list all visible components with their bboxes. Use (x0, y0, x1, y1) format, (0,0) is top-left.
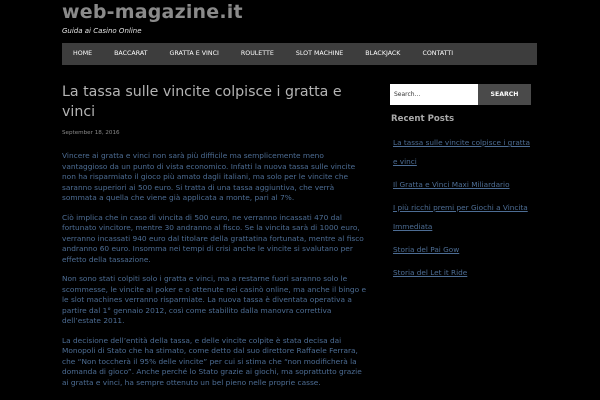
list-item (393, 195, 532, 233)
nav-item-baccarat[interactable]: BACCARAT (114, 50, 148, 57)
search-input[interactable] (390, 84, 478, 105)
post-title: La tassa sulle vincite colpisce i gratta e vinci (62, 84, 342, 120)
post-paragraph: Ciò implica che in caso di vincita di 500 euro, ne verranno incassati 470 dal fortunato vincitore, mentre 30 andranno al fisco. Se la vincita sarà di 1000 euro, verranno incassati 940 euro dal titolare della grattatina fortunata, mentre al fisco andranno 60 euro. Insomma nei tempi di crisi anche le vincite si svalutano per effetto della tassazione. (62, 212, 364, 264)
recent-post-link[interactable]: Storia del Let it Ride (393, 268, 468, 277)
recent-posts-heading: Recent Posts (391, 114, 455, 124)
site-tagline: Guida ai Casino Online (62, 27, 142, 35)
nav-item-contatti[interactable]: CONTATTI (422, 50, 454, 57)
post-paragraph: Non sono stati colpiti solo i gratta e vinci, ma a restarne fuori saranno solo le scommesse, le vincite al poker e o ottenute nei casinò online, ma anche il bingo e le slot machines verranno risparmiate. La nuova tassa è diventata operativa a partire dal 1° gennaio 2012, così come stabilito dalla manovra correttiva dell’estate 2011. (62, 274, 367, 325)
nav-item-home[interactable]: HOME (73, 50, 93, 57)
recent-post-link[interactable]: La tassa sulle vincite colpisce i gratta e vinci (393, 138, 530, 166)
main-navigation (62, 43, 537, 65)
nav-item-slot-machine[interactable]: SLOT MACHINE (295, 50, 344, 57)
post-date[interactable]: September 18, 2016 (62, 130, 120, 136)
search-button[interactable]: SEARCH (478, 84, 531, 105)
nav-item-blackjack[interactable]: BLACKJACK (365, 50, 401, 57)
site-title[interactable]: web-magazine.it (62, 1, 243, 23)
post-article (62, 82, 370, 397)
recent-post-link[interactable]: Storia del Pai Gow (393, 245, 460, 254)
post-paragraph: La decisione dell’entità della tassa, e delle vincite colpite è stata decisa dai Monopoli di Stato che ha stimato, come detto dal suo direttore Raffaele Ferrara, che “Non toccherà il 95% delle vincite” per cui si stima che “non modificherà la domanda di gioco”. Anche perché lo Stato grazie ai giochi, ma soprattutto grazie ai gratta e vinci, ha sempre ottenuto un bel pieno nelle proprie casse. (62, 335, 362, 387)
list-item (393, 237, 532, 256)
list-item (393, 130, 532, 168)
search-form (390, 84, 532, 105)
list-item (393, 172, 532, 191)
recent-posts-list (393, 130, 532, 279)
recent-post-link[interactable]: Il Gratta e Vinci Maxi Miliardario (393, 180, 510, 189)
list-item (393, 260, 532, 279)
nav-item-gratta-e-vinci[interactable]: GRATTA E VINCI (169, 50, 219, 57)
post-paragraph: Vincere ai gratta e vinci non sarà più difficile ma semplicemente meno vantaggioso da un punto di vista economico. Infatti la nuova tassa sulle vincite non ha risparmiato il gioco più amato dagli italiani, ma solo per le vincite che saranno superiori ai 500 euro. Si tratta di una tassa aggiuntiva, che verrà sommata a quella che viene già applicata a monte, pari al 7%. (62, 151, 356, 202)
sidebar (390, 84, 532, 283)
recent-post-link[interactable]: I più ricchi premi per Giochi a Vincita Immediata (393, 203, 528, 231)
post-body (62, 151, 370, 388)
nav-item-roulette[interactable]: ROULETTE (240, 50, 274, 57)
